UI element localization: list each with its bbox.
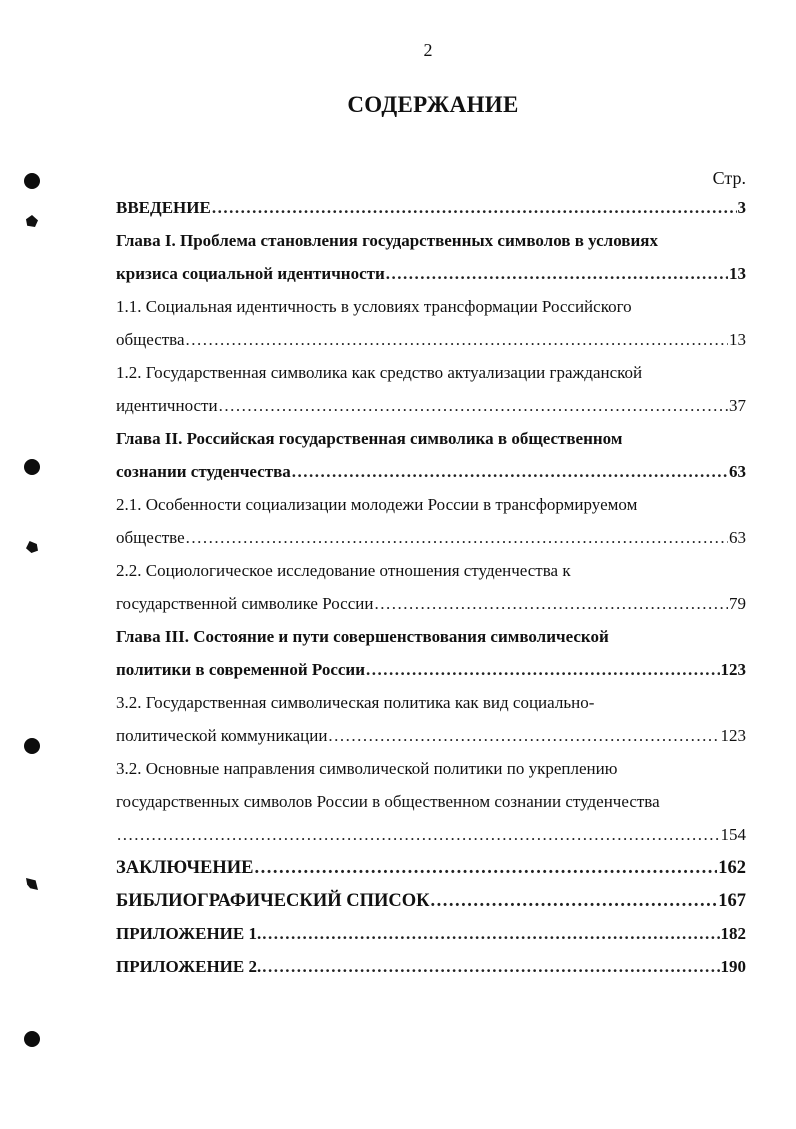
- toc-entry-page: 63: [729, 528, 746, 547]
- toc-entry-title: ПРИЛОЖЕНИЕ 1.: [116, 924, 262, 943]
- toc-entry-title: ВВЕДЕНИЕ: [116, 198, 211, 217]
- dot-leader: [366, 660, 719, 680]
- dot-leader: [292, 462, 728, 482]
- toc-entry-title: государственной символике России: [116, 594, 374, 613]
- page-column-label: Стр.: [712, 168, 746, 188]
- toc-entry-appendix-2[interactable]: [116, 957, 746, 985]
- toc-entry-appendix-1[interactable]: [116, 924, 746, 952]
- toc-entry-title: 3.2. Основные направления символической политики по укреплению: [116, 759, 618, 778]
- toc-entry-section-1-2[interactable]: [116, 363, 746, 391]
- toc-entry-title: общества: [116, 330, 185, 349]
- toc-entry-page: 154: [720, 825, 746, 844]
- toc-entry-title: БИБЛИОГРАФИЧЕСКИЙ СПИСОК: [116, 891, 430, 911]
- toc-entry-title: 1.2. Государственная символика как средство актуализации гражданской: [116, 363, 643, 382]
- toc-entry-section-2-1-cont[interactable]: [116, 528, 746, 556]
- toc-entry-page: 123: [720, 726, 746, 745]
- dot-leader: [255, 858, 718, 879]
- toc-entry-chapter-3[interactable]: [116, 627, 746, 655]
- toc-entry-page: 79: [729, 594, 746, 613]
- toc-entry-section-2-2[interactable]: [116, 561, 746, 589]
- toc-entry-title: ЗАКЛЮЧЕНИЕ: [116, 858, 254, 878]
- toc-entry-section-3-2-page[interactable]: [116, 825, 746, 853]
- toc-entry-section-3-1-cont[interactable]: [116, 726, 746, 754]
- toc-entry-section-2-2-cont[interactable]: [116, 594, 746, 622]
- page-number: 2: [423, 40, 433, 60]
- toc-entry-introduction[interactable]: [116, 198, 746, 226]
- binder-hole: [24, 1031, 40, 1047]
- toc-entry-section-2-1[interactable]: [116, 495, 746, 523]
- toc-entry-title: сознании студенчества: [116, 462, 291, 481]
- binder-hole: [24, 173, 40, 189]
- toc-entry-chapter-1-cont[interactable]: [116, 264, 746, 292]
- toc-entry-page: 13: [729, 264, 746, 283]
- toc-entry-page: 162: [718, 858, 746, 878]
- toc-entry-title: 3.2. Государственная символическая политика как вид социально-: [116, 693, 595, 712]
- toc-entry-section-1-2-cont[interactable]: [116, 396, 746, 424]
- toc-entry-page: 3: [737, 198, 746, 217]
- dot-leader: [431, 891, 718, 912]
- toc-entry-section-3-1[interactable]: [116, 693, 746, 721]
- toc-entry-section-3-2-cont[interactable]: [116, 792, 746, 820]
- toc-entry-page: 63: [729, 462, 746, 481]
- dot-leader: [212, 198, 737, 218]
- scan-mark: [26, 215, 38, 227]
- toc-entry-title: 1.1. Социальная идентичность в условиях трансформации Российского: [116, 297, 632, 316]
- toc-entry-page: 123: [720, 660, 746, 679]
- toc-entry-page: 190: [720, 957, 746, 976]
- toc-entry-chapter-2[interactable]: [116, 429, 746, 457]
- toc-entry-title: кризиса социальной идентичности: [116, 264, 385, 283]
- toc-entry-title: 2.1. Особенности социализации молодежи России в трансформируемом: [116, 495, 638, 514]
- scan-mark: [26, 878, 38, 890]
- toc-entry-title: государственных символов России в общественном сознании студенчества: [116, 792, 660, 811]
- toc-entry-bibliography[interactable]: [116, 891, 746, 919]
- dot-leader: [186, 330, 728, 350]
- toc-entry-section-3-2[interactable]: [116, 759, 746, 787]
- binder-hole: [24, 459, 40, 475]
- dot-leader: [328, 726, 719, 746]
- toc-entry-page: 167: [718, 891, 746, 911]
- toc-entry-page: 13: [729, 330, 746, 349]
- toc-entry-title: Глава I. Проблема становления государственных символов в условиях: [116, 231, 658, 250]
- toc-entry-title: 2.2. Социологическое исследование отношения студенчества к: [116, 561, 571, 580]
- scan-mark: [26, 541, 38, 553]
- toc-entry-chapter-2-cont[interactable]: [116, 462, 746, 490]
- toc-entry-title: обществе: [116, 528, 185, 547]
- toc-entry-title: политической коммуникации: [116, 726, 328, 745]
- dot-leader: [117, 825, 720, 845]
- toc-entry-title: Глава II. Российская государственная символика в общественном: [116, 429, 623, 448]
- toc-entry-title: Глава III. Состояние и пути совершенствования символической: [116, 627, 609, 646]
- toc-entry-section-1-1[interactable]: [116, 297, 746, 325]
- dot-leader: [262, 924, 719, 944]
- toc-entry-page: 182: [720, 924, 746, 943]
- binder-hole: [24, 738, 40, 754]
- dot-leader: [374, 594, 728, 614]
- toc-entry-page: 37: [729, 396, 746, 415]
- toc-entry-title: ПРИЛОЖЕНИЕ 2.: [116, 957, 262, 976]
- toc-entry-title: политики в современной России: [116, 660, 366, 679]
- toc-entry-conclusion[interactable]: [116, 858, 746, 886]
- toc-entry-title: идентичности: [116, 396, 218, 415]
- page-title: СОДЕРЖАНИЕ: [347, 92, 519, 117]
- dot-leader: [186, 528, 728, 548]
- toc-entry-section-1-1-cont[interactable]: [116, 330, 746, 358]
- toc-entry-chapter-1[interactable]: [116, 231, 746, 259]
- dot-leader: [262, 957, 719, 977]
- dot-leader: [386, 264, 728, 284]
- toc-entry-chapter-3-cont[interactable]: [116, 660, 746, 688]
- dot-leader: [219, 396, 728, 416]
